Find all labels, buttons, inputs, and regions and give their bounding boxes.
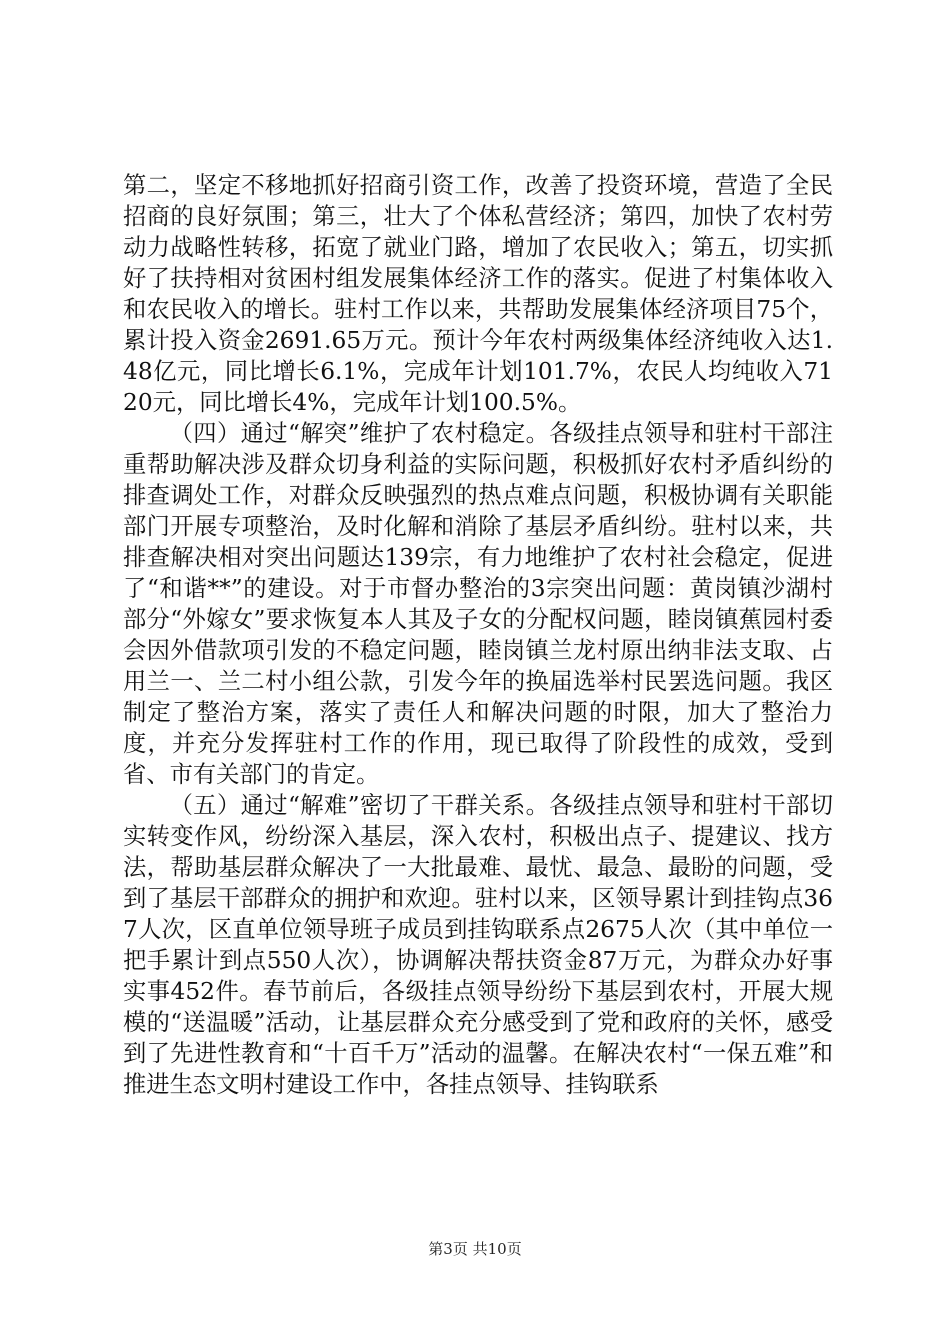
paragraph-section-five: （五）通过“解难”密切了干群关系。各级挂点领导和驻村干部切实转变作风，纷纷深入基层，深入农村，积极出点子、提建议、找方法，帮助基层群众解决了一大批最难、最忧、最急、最盼的问题，受到了基层干部群众的拥护和欢迎。驻村以来，区领导累计到挂钩点367人次，区直单位领导班子成员到挂钩联系点2675人次（其中单位一把手累计到点550人次），协调解决帮扶资金87万元，为群众办好事实事452件。春节前后，各级挂点领导纷纷下基层到农村，开展大规模的“送温暖”活动，让基层群众充分感受到了党和政府的关怀，感受到了先进性教育和“十百千万”活动的温馨。在解决农村“一保五难”和推进生态文明村建设工作中，各挂点领导、挂钩联系 <box>123 792 833 1098</box>
paragraph-continuation: 第二，坚定不移地抓好招商引资工作，改善了投资环境，营造了全民招商的良好氛围；第三，壮大了个体私营经济；第四，加快了农村劳动力战略性转移，拓宽了就业门路，增加了农民收入；第五，切实抓好了扶持相对贫困村组发展集体经济工作的落实。促进了村集体收入和农民收入的增长。驻村工作以来，共帮助发展集体经济项目75个，累计投入资金2691.65万元。预计今年农村两级集体经济纯收入达1.48亿元，同比增长6.1%，完成年计划101.7%，农民人均纯收入7120元，同比增长4%，完成年计划100.5%。 <box>123 172 833 416</box>
body-text <box>123 170 833 1100</box>
page-number-footer: 第3页 共10页 <box>428 1240 522 1258</box>
paragraph-section-four: （四）通过“解突”维护了农村稳定。各级挂点领导和驻村干部注重帮助解决涉及群众切身利益的实际问题，积极抓好农村矛盾纠纷的排查调处工作，对群众反映强烈的热点难点问题，积极协调有关职能部门开展专项整治，及时化解和消除了基层矛盾纠纷。驻村以来，共排查解决相对突出问题达139宗，有力地维护了农村社会稳定，促进了“和谐**”的建设。对于市督办整治的3宗突出问题：黄岗镇沙湖村部分“外嫁女”要求恢复本人其及子女的分配权问题，睦岗镇蕉园村委会因外借款项引发的不稳定问题，睦岗镇兰龙村原出纳非法支取、占用兰一、兰二村小组公款，引发今年的换届选举村民罢选问题。我区制定了整治方案，落实了责任人和解决问题的时限，加大了整治力度，并充分发挥驻村工作的作用，现已取得了阶段性的成效，受到省、市有关部门的肯定。 <box>123 420 833 788</box>
